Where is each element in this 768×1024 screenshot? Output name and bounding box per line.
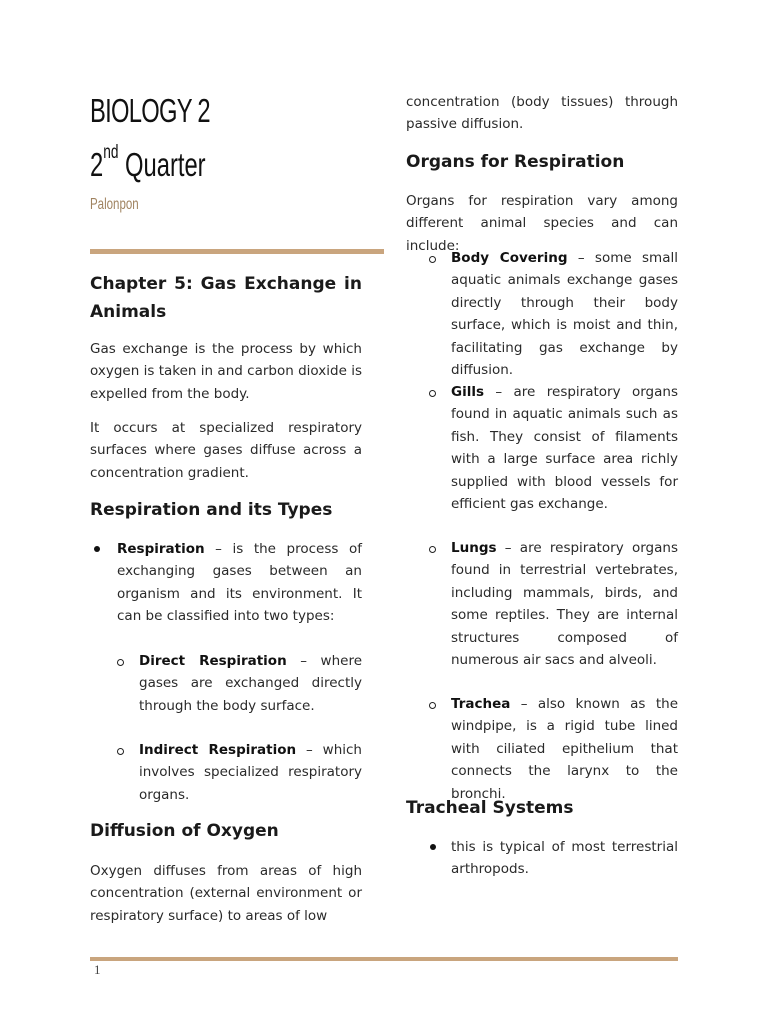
organ-item-body-covering <box>451 247 678 381</box>
indirect-respiration-text: – which involves specialized respiratory organs. <box>139 742 362 803</box>
bullet-circle-icon <box>429 546 436 553</box>
organ-text: – some small aquatic animals exchange gases directly through their body surface, which is moist and thin, facilitating gas exchange by diffusion. <box>451 250 678 379</box>
bullet-circle-icon <box>429 390 436 397</box>
organ-item-trachea <box>451 693 678 805</box>
author-name: Palonpon <box>90 196 139 213</box>
organ-item-gills <box>451 381 678 515</box>
bullet-circle-icon <box>117 748 124 755</box>
tracheal-heading: Tracheal Systems <box>406 798 574 818</box>
organ-text: – are respiratory organs found in terrestrial vertebrates, including mammals, birds, and some reptiles. They are internal structures composed of numerous air sacs and alveoli. <box>451 540 678 669</box>
organ-term: Trachea <box>451 696 511 712</box>
organ-item-lungs <box>451 537 678 671</box>
quarter-number: 2 <box>90 146 104 183</box>
diffusion-paragraph: Oxygen diffuses from areas of high concentration (external environment or respiratory surface) to areas of low <box>90 863 362 924</box>
direct-respiration-text: – where gases are exchanged directly through the body surface. <box>139 653 363 714</box>
organ-term: Lungs <box>451 540 497 556</box>
direct-respiration-item <box>139 650 362 717</box>
organ-text: – also known as the windpipe, is a rigid tube lined with ciliated epithelium that connects the larynx to the bronchi. <box>451 696 678 802</box>
organ-text: – are respiratory organs found in aquatic animals such as fish. They consist of filaments with a large surface area richly supplied with blood vessels for efficient gas exchange. <box>451 384 678 513</box>
intro-paragraph-2: It occurs at specialized respiratory surfaces where gases diffuse across a concentration gradient. <box>90 420 362 481</box>
footer-divider <box>90 957 678 961</box>
respiration-heading: Respiration and its Types <box>90 500 333 520</box>
bullet-disc-icon <box>430 844 436 850</box>
direct-respiration-term: Direct Respiration <box>139 653 287 669</box>
organ-term: Body Covering <box>451 250 568 266</box>
respiration-term: Respiration <box>117 541 205 557</box>
indirect-respiration-term: Indirect Respiration <box>139 742 297 758</box>
bullet-circle-icon <box>429 702 436 709</box>
intro-paragraph-1: Gas exchange is the process by which oxygen is taken in and carbon dioxide is expelled from the body. <box>90 341 362 402</box>
respiration-item <box>117 538 362 628</box>
header-divider <box>90 249 384 254</box>
chapter-heading: Chapter 5: Gas Exchange in Animals <box>90 274 362 322</box>
diffusion-heading: Diffusion of Oxygen <box>90 821 279 841</box>
organs-intro: Organs for respiration vary among different animal species and can include: <box>406 193 678 254</box>
quarter-heading <box>90 142 206 184</box>
quarter-ordinal: nd <box>103 142 119 163</box>
bullet-circle-icon <box>117 659 124 666</box>
indirect-respiration-item <box>139 739 362 806</box>
organ-term: Gills <box>451 384 484 400</box>
tracheal-item: this is typical of most terrestrial arthropods. <box>451 839 678 878</box>
bullet-circle-icon <box>429 256 436 263</box>
document-title: BIOLOGY 2 <box>90 92 210 129</box>
organs-heading: Organs for Respiration <box>406 152 625 172</box>
bullet-disc-icon <box>94 546 100 552</box>
diffusion-continued-paragraph: concentration (body tissues) through passive diffusion. <box>406 94 678 133</box>
quarter-word: Quarter <box>125 146 206 183</box>
respiration-text: – is the process of exchanging gases between an organism and its environment. It can be classified into two types: <box>117 541 362 625</box>
page-number: 1 <box>94 962 101 977</box>
